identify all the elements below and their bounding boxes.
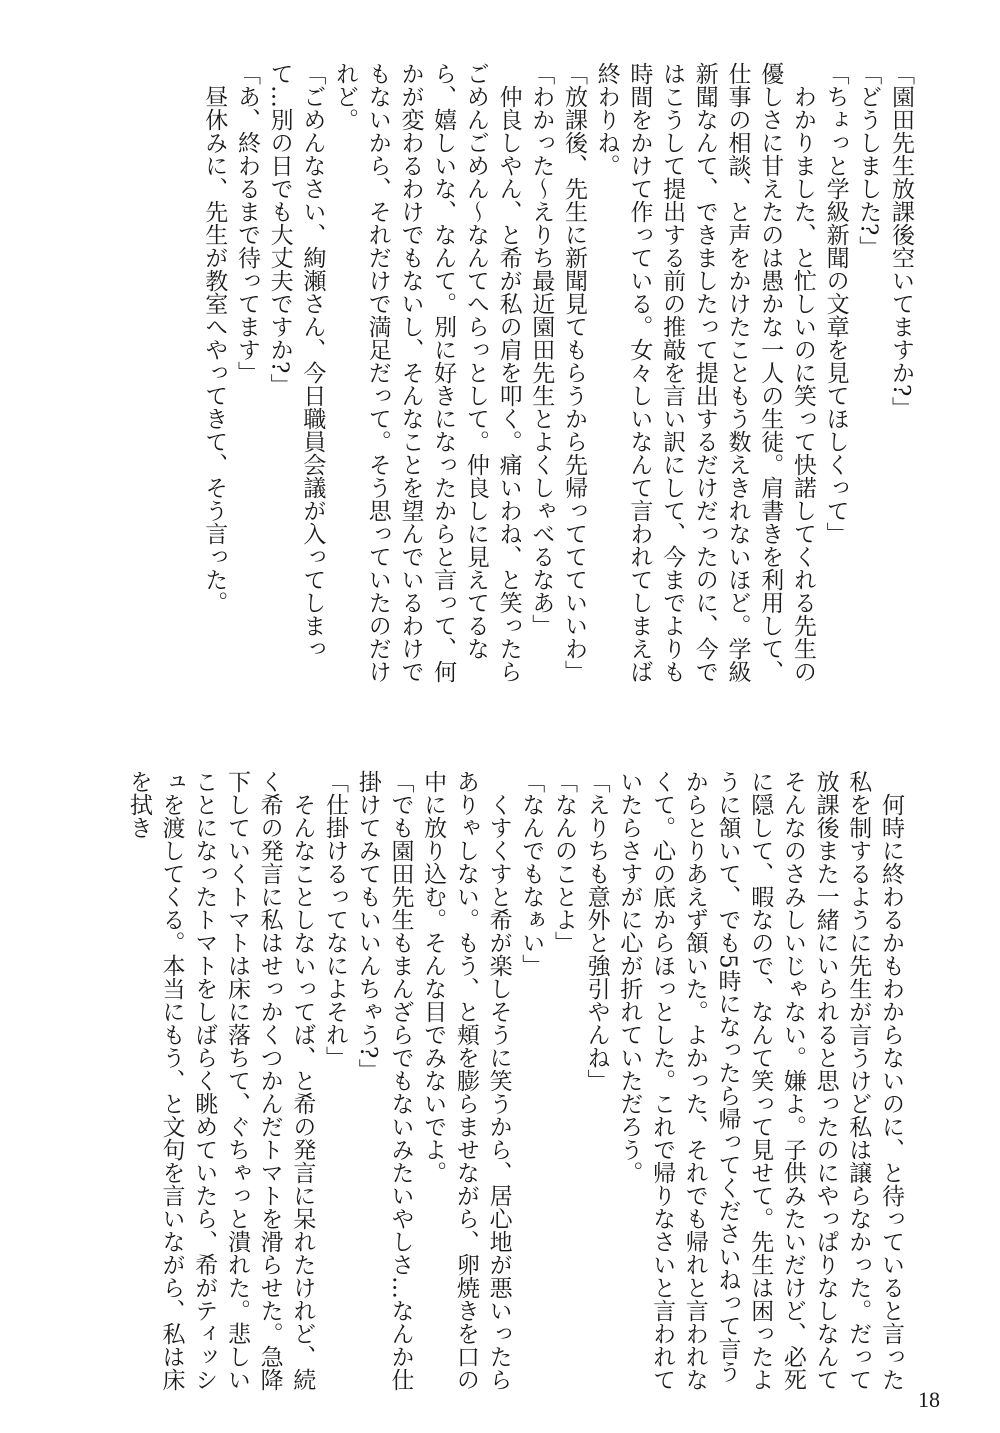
- line-dialogue: 「わかった〜えりち最近園田先生とよくしゃべるなあ」: [528, 62, 555, 637]
- line-narration: 仲良しやん、と希が私の肩を叩く。痛いわね、と笑ったらごめんごめん〜なんてへらっとして。仲良しに見えてるなら、嬉しいな、なんて。別に好きになったからと言って、何かが変わるわけでもないし、そんなことを望んでいるわけでもないから、それだけで満足だって。そう思っていたのだけれど。: [332, 62, 522, 683]
- line-narration: 何時に終わるかもわからないのに、と待っていると言った私を制するように先生が言うけど私は譲らなかった。だって放課後また一緒にいられると思ったのにやっぱりなしなんてそんなのさみしいじゃない。嫌よ。子供みたいだけど、必死に隠して、暇なので、なんて笑って見せて。先生は困ったように頷いて、でも5時になったら帰ってくださいねって言うからとりあえず頷いた。よかった、それでも帰れと言われなくて。心の底からほっとした。これで帰りなさいと言われていたらさすがに心が折れていただろう。: [616, 770, 904, 1391]
- line-narration: 昼休みに、先生が教室へやってきて、そう言った。: [201, 62, 228, 614]
- text-block-bottom: [55, 770, 907, 1400]
- line-dialogue: 「ちょっと学級新聞の文章を見てほしくって」: [822, 62, 849, 545]
- line-dialogue: 「園田先生放課後空いてますか?」: [888, 62, 914, 420]
- line-dialogue: 「放課後、先生に新聞見てもらうから先帰っててていいわ」: [560, 62, 587, 683]
- text-block-top: [55, 62, 917, 702]
- line-narration: そんなことしないってば、と希の発言に呆れたけれど、続く希の発言に私はせっかくつかんだトマトを滑らせた。急降下していくトマトは床に落ちて、ぐちゃっと潰れた。悲しいことになったトマトをしばらく眺めていたら、希がティッシュを渡してくる。本当にもう、と文句を言いながら、私は床を拭き: [125, 770, 316, 1391]
- line-dialogue: 「どうしました?」: [855, 62, 882, 259]
- line-dialogue: 「なんでもなぁい」: [518, 770, 545, 977]
- line-dialogue: 「ごめんなさい、絢瀬さん、今日職員会議が入ってしまって…別の日でも大丈夫ですか?」: [266, 62, 326, 660]
- line-narration: くすくすと希が楽しそうに笑うから、居心地が悪いったらありゃしない。もう、と頬を膨らませながら、卵焼きを口の中に放り込む。そんな目でみないでよ。: [420, 770, 512, 1391]
- line-dialogue: 「あ、終わるまで待ってます」: [233, 62, 260, 384]
- line-narration: わかりました、と忙しいのに笑って快諾してくれる先生の優しさに甘えたのは愚かな一人の生徒。肩書きを利用して、仕事の相談、と声をかけたこともう数えきれないほど。学級新聞なんて、できましたって提出するだけだったのに、今ではこうして提出する前の推敲を言い訳にして、今までよりも時間をかけて作っている。女々しいなんて言われてしまえば終わりね。: [593, 62, 816, 683]
- line-dialogue: 「なんのことよ」: [550, 770, 577, 954]
- line-dialogue: 「えりちも意外と強引やんね」: [583, 770, 610, 1092]
- line-dialogue: 「仕掛けるってなによそれ」: [322, 770, 349, 1069]
- line-dialogue: 「でも園田先生もまんざらでもないみたいやしさ…なんか仕掛けてみてもいいんちゃう?」: [354, 770, 414, 1391]
- page-number: 18: [918, 1387, 940, 1412]
